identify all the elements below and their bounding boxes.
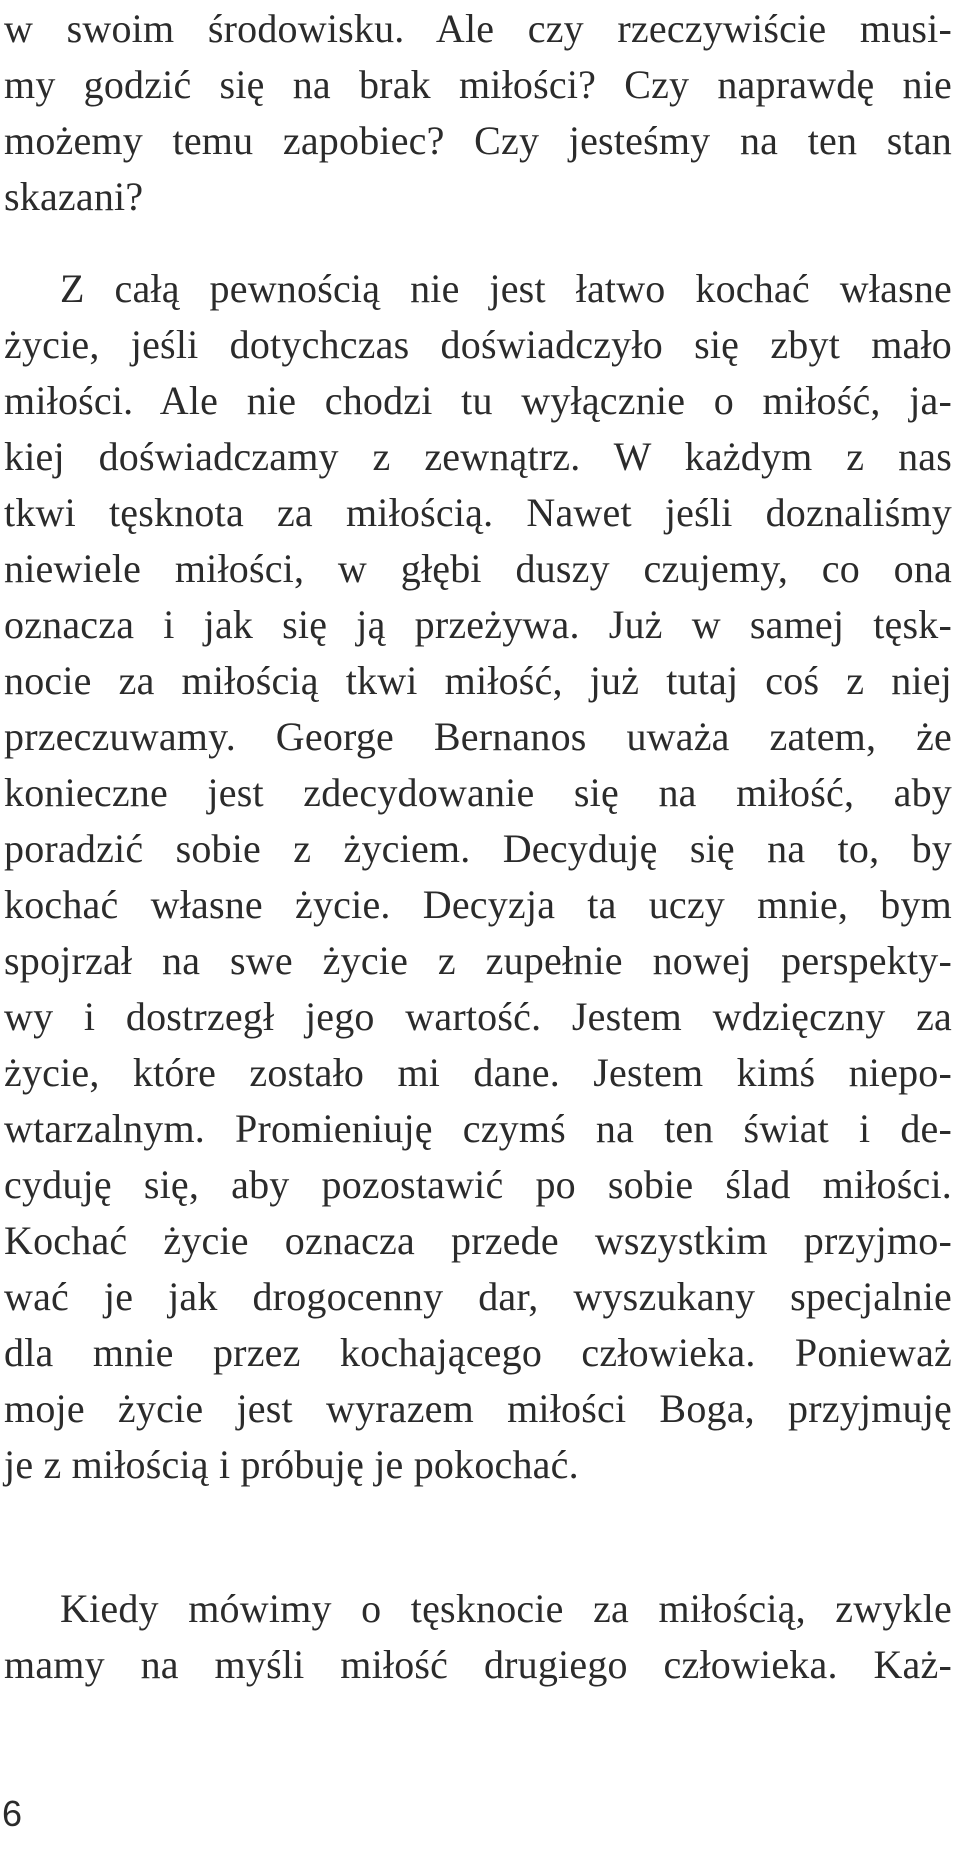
text-line: miłości. Ale nie chodzi tu wyłącznie o miłość, ja- xyxy=(4,378,952,423)
text-line: oznacza i jak się ją przeżywa. Już w samej tęsk- xyxy=(4,602,952,647)
text-line: w swoim środowisku. Ale czy rzeczywiście musi- xyxy=(4,6,952,51)
page-number: 6 xyxy=(2,1793,23,1834)
text-line: kochać własne życie. Decyzja ta uczy mnie, bym xyxy=(4,882,952,927)
text-line: wać je jak drogocenny dar, wyszukany specjalnie xyxy=(4,1274,952,1319)
text-line: życie, jeśli dotychczas doświadczyło się zbyt mało xyxy=(4,322,952,367)
text-line: je z miłością i próbuję je pokochać. xyxy=(4,1442,579,1487)
text-line: Kochać życie oznacza przede wszystkim przyjmo- xyxy=(4,1218,952,1263)
text-line: przeczuwamy. George Bernanos uważa zatem, że xyxy=(4,714,952,759)
text-line: cyduję się, aby pozostawić po sobie ślad miłości. xyxy=(4,1162,952,1207)
text-line: moje życie jest wyrazem miłości Boga, przyjmuję xyxy=(4,1386,952,1431)
book-page xyxy=(4,0,952,1849)
text-line: skazani? xyxy=(4,174,144,219)
text-line: życie, które zostało mi dane. Jestem kimś niepo- xyxy=(4,1050,952,1095)
text-line: niewiele miłości, w głębi duszy czujemy, co ona xyxy=(4,546,952,591)
text-line: Kiedy mówimy o tęsknocie za miłością, zwykle xyxy=(60,1586,952,1631)
text-line: kiej doświadczamy z zewnątrz. W każdym z nas xyxy=(4,434,952,479)
text-line: mamy na myśli miłość drugiego człowieka. Każ- xyxy=(4,1642,952,1687)
text-line: spojrzał na swe życie z zupełnie nowej perspekty- xyxy=(4,938,952,983)
text-line: poradzić sobie z życiem. Decyduję się na to, by xyxy=(4,826,952,871)
text-line: możemy temu zapobiec? Czy jesteśmy na ten stan xyxy=(4,118,952,163)
text-line: nocie za miłością tkwi miłość, już tutaj coś z niej xyxy=(4,658,952,703)
text-line: wtarzalnym. Promieniuję czymś na ten świat i de- xyxy=(4,1106,952,1151)
text-line: my godzić się na brak miłości? Czy naprawdę nie xyxy=(4,62,952,107)
text-line: Z całą pewnością nie jest łatwo kochać własne xyxy=(60,266,952,311)
text-line: konieczne jest zdecydowanie się na miłość, aby xyxy=(4,770,952,815)
text-line: dla mnie przez kochającego człowieka. Ponieważ xyxy=(4,1330,952,1375)
text-line: tkwi tęsknota za miłością. Nawet jeśli doznaliśmy xyxy=(4,490,952,535)
text-line: wy i dostrzegł jego wartość. Jestem wdzięczny za xyxy=(4,994,952,1039)
